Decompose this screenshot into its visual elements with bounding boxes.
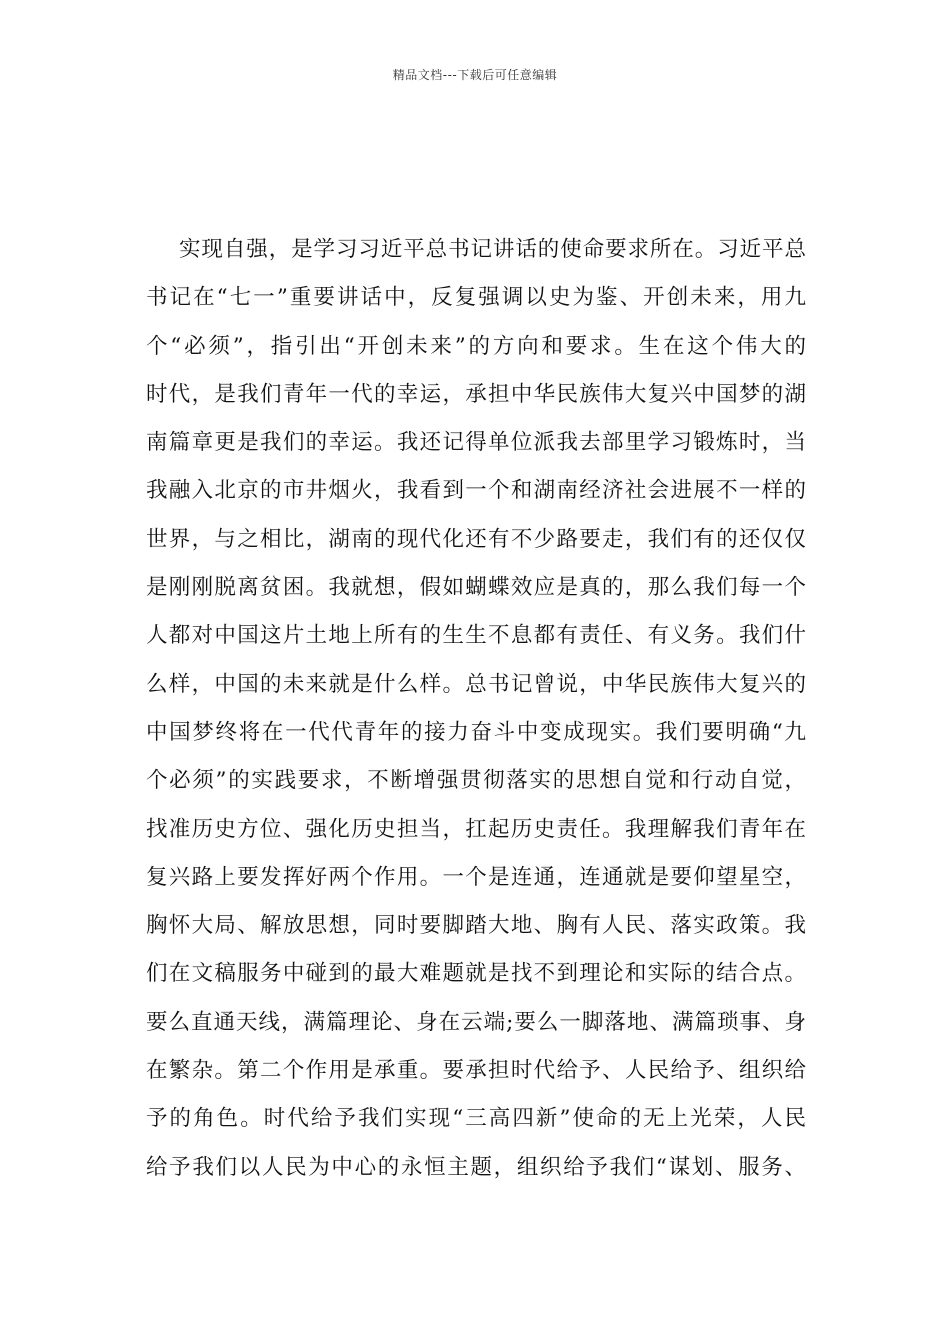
text-line: 在繁杂。第二个作用是承重。要承担时代给予、人民给予、组织给: [146, 1058, 806, 1084]
text-line: 复兴路上要发挥好两个作用。一个是连通，连通就是要仰望星空，: [146, 864, 806, 890]
text-line: 要么直通天线，满篇理论、身在云端;要么一脚落地、满篇琐事、身: [146, 1009, 806, 1035]
text-line: 胸怀大局、解放思想，同时要脚踏大地、胸有人民、落实政策。我: [146, 913, 806, 939]
text-line: 时代，是我们青年一代的幸运，承担中华民族伟大复兴中国梦的湖: [146, 381, 806, 407]
text-line: 我融入北京的市井烟火，我看到一个和湖南经济社会进展不一样的: [146, 478, 806, 504]
text-line: 个必须”的实践要求，不断增强贯彻落实的思想自觉和行动自觉，: [146, 768, 806, 794]
text-line: 书记在“七一”重要讲话中，反复强调以史为鉴、开创未来，用九: [146, 285, 806, 311]
text-line: 个“必须”，指引出“开创未来”的方向和要求。生在这个伟大的: [146, 333, 806, 359]
text-line: 么样，中国的未来就是什么样。总书记曾说，中华民族伟大复兴的: [146, 671, 806, 697]
text-line: 南篇章更是我们的幸运。我还记得单位派我去部里学习锻炼时，当: [146, 430, 806, 456]
page-header: 精品文档---下载后可任意编辑: [392, 68, 558, 82]
text-line: 实现自强，是学习习近平总书记讲话的使命要求所在。习近平总: [179, 237, 806, 262]
text-line: 是刚刚脱离贫困。我就想，假如蝴蝶效应是真的，那么我们每一个: [146, 575, 806, 601]
text-line: 人都对中国这片土地上所有的生生不息都有责任、有义务。我们什: [146, 623, 806, 649]
text-line: 中国梦终将在一代代青年的接力奋斗中变成现实。我们要明确“九: [146, 719, 806, 745]
text-line: 世界，与之相比，湖南的现代化还有不少路要走，我们有的还仅仅: [146, 526, 806, 552]
text-line: 找准历史方位、强化历史担当，扛起历史责任。我理解我们青年在: [146, 816, 806, 842]
text-line: 给予我们以人民为中心的永恒主题，组织给予我们“谋划、服务、: [146, 1154, 806, 1180]
body-text: [146, 231, 806, 1197]
text-line: 予的角色。时代给予我们实现“三高四新”使命的无上光荣，人民: [146, 1106, 806, 1132]
text-line: 们在文稿服务中碰到的最大难题就是找不到理论和实际的结合点。: [146, 961, 806, 987]
